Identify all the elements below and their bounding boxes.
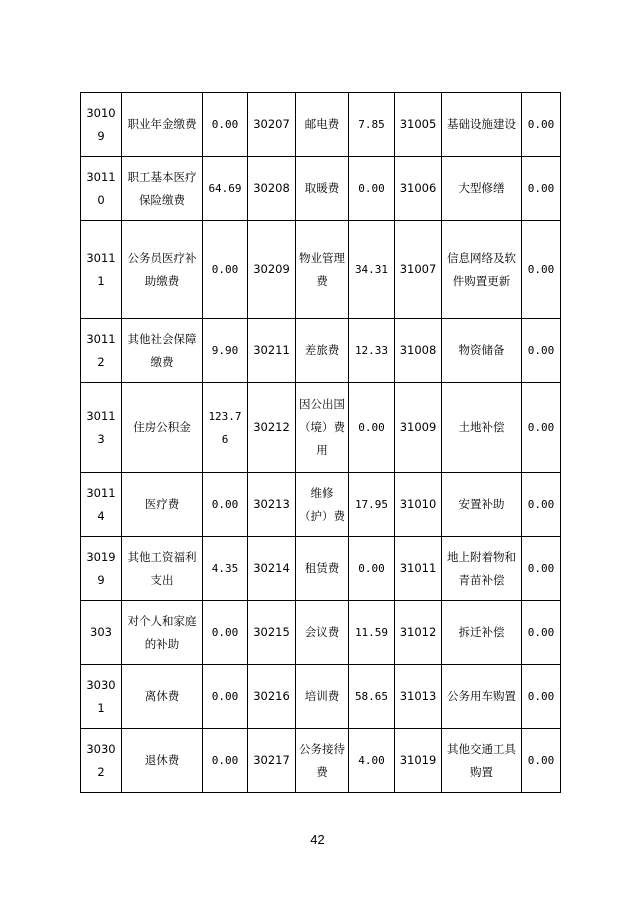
- cell-economic-code: 30199: [81, 537, 122, 601]
- table-row: [81, 157, 561, 221]
- cell-amount: 0.00: [349, 537, 395, 601]
- cell-item-name: 大型修缮: [442, 157, 522, 221]
- cell-item-name: 安置补助: [442, 473, 522, 537]
- cell-economic-code: 30112: [81, 319, 122, 383]
- cell-item-name: 租赁费: [296, 537, 349, 601]
- cell-economic-code: 30113: [81, 383, 122, 473]
- cell-economic-code: 31013: [395, 665, 442, 729]
- cell-item-name: 公务接待费: [296, 729, 349, 793]
- cell-amount: 7.85: [349, 93, 395, 157]
- cell-economic-code: 30216: [248, 665, 296, 729]
- cell-amount: 4.00: [349, 729, 395, 793]
- cell-amount: 0.00: [349, 157, 395, 221]
- table-row: [81, 665, 561, 729]
- cell-economic-code: 30301: [81, 665, 122, 729]
- cell-economic-code: 30109: [81, 93, 122, 157]
- cell-amount: 0.00: [203, 601, 248, 665]
- cell-item-name: 会议费: [296, 601, 349, 665]
- cell-amount: 4.35: [203, 537, 248, 601]
- cell-economic-code: 303: [81, 601, 122, 665]
- cell-economic-code: 30208: [248, 157, 296, 221]
- cell-economic-code: 31008: [395, 319, 442, 383]
- cell-amount: 0.00: [522, 93, 561, 157]
- table-row: [81, 473, 561, 537]
- cell-economic-code: 31019: [395, 729, 442, 793]
- cell-amount: 64.69: [203, 157, 248, 221]
- cell-economic-code: 30217: [248, 729, 296, 793]
- table-row: [81, 537, 561, 601]
- cell-amount: 12.33: [349, 319, 395, 383]
- cell-economic-code: 31006: [395, 157, 442, 221]
- cell-item-name: 退休费: [122, 729, 203, 793]
- cell-item-name: 公务员医疗补助缴费: [122, 221, 203, 319]
- cell-amount: 0.00: [522, 319, 561, 383]
- cell-economic-code: 31012: [395, 601, 442, 665]
- cell-item-name: 对个人和家庭的补助: [122, 601, 203, 665]
- cell-economic-code: 30207: [248, 93, 296, 157]
- table-row: [81, 93, 561, 157]
- cell-amount: 17.95: [349, 473, 395, 537]
- table-row: [81, 319, 561, 383]
- cell-economic-code: 30211: [248, 319, 296, 383]
- cell-economic-code: 31007: [395, 221, 442, 319]
- cell-amount: 0.00: [522, 729, 561, 793]
- cell-economic-code: 30302: [81, 729, 122, 793]
- cell-economic-code: 31011: [395, 537, 442, 601]
- cell-economic-code: 31009: [395, 383, 442, 473]
- cell-item-name: 信息网络及软件购置更新: [442, 221, 522, 319]
- cell-amount: 0.00: [203, 729, 248, 793]
- cell-item-name: 地上附着物和青苗补偿: [442, 537, 522, 601]
- cell-amount: 0.00: [522, 221, 561, 319]
- cell-economic-code: 30215: [248, 601, 296, 665]
- cell-item-name: 邮电费: [296, 93, 349, 157]
- cell-economic-code: 30212: [248, 383, 296, 473]
- cell-amount: 0.00: [522, 537, 561, 601]
- cell-amount: 0.00: [522, 473, 561, 537]
- cell-economic-code: 30114: [81, 473, 122, 537]
- cell-item-name: 培训费: [296, 665, 349, 729]
- cell-item-name: 差旅费: [296, 319, 349, 383]
- cell-item-name: 职业年金缴费: [122, 93, 203, 157]
- cell-amount: 0.00: [522, 665, 561, 729]
- cell-amount: 34.31: [349, 221, 395, 319]
- cell-economic-code: 30214: [248, 537, 296, 601]
- cell-item-name: 其他工资福利支出: [122, 537, 203, 601]
- cell-amount: 0.00: [203, 665, 248, 729]
- table-row: [81, 383, 561, 473]
- cell-amount: 123.76: [203, 383, 248, 473]
- cell-amount: 0.00: [522, 601, 561, 665]
- table-row: [81, 729, 561, 793]
- cell-item-name: 职工基本医疗保险缴费: [122, 157, 203, 221]
- cell-amount: 0.00: [203, 93, 248, 157]
- cell-economic-code: 30213: [248, 473, 296, 537]
- cell-item-name: 拆迁补偿: [442, 601, 522, 665]
- cell-amount: 11.59: [349, 601, 395, 665]
- cell-item-name: 取暖费: [296, 157, 349, 221]
- cell-item-name: 离休费: [122, 665, 203, 729]
- cell-amount: 0.00: [349, 383, 395, 473]
- budget-table: [80, 92, 561, 793]
- cell-item-name: 土地补偿: [442, 383, 522, 473]
- cell-item-name: 因公出国（境）费用: [296, 383, 349, 473]
- cell-item-name: 其他社会保障缴费: [122, 319, 203, 383]
- cell-economic-code: 31010: [395, 473, 442, 537]
- cell-item-name: 基础设施建设: [442, 93, 522, 157]
- page-number: 42: [310, 832, 325, 847]
- cell-item-name: 公务用车购置: [442, 665, 522, 729]
- cell-economic-code: 30209: [248, 221, 296, 319]
- table-body: [81, 93, 561, 793]
- cell-economic-code: 30110: [81, 157, 122, 221]
- cell-item-name: 物资储备: [442, 319, 522, 383]
- cell-economic-code: 31005: [395, 93, 442, 157]
- cell-item-name: 其他交通工具购置: [442, 729, 522, 793]
- cell-amount: 0.00: [203, 473, 248, 537]
- cell-item-name: 医疗费: [122, 473, 203, 537]
- cell-amount: 0.00: [522, 383, 561, 473]
- cell-amount: 0.00: [522, 157, 561, 221]
- cell-amount: 58.65: [349, 665, 395, 729]
- cell-amount: 9.90: [203, 319, 248, 383]
- table-row: [81, 221, 561, 319]
- cell-item-name: 住房公积金: [122, 383, 203, 473]
- table-row: [81, 601, 561, 665]
- cell-item-name: 维修（护）费: [296, 473, 349, 537]
- cell-economic-code: 30111: [81, 221, 122, 319]
- cell-item-name: 物业管理费: [296, 221, 349, 319]
- cell-amount: 0.00: [203, 221, 248, 319]
